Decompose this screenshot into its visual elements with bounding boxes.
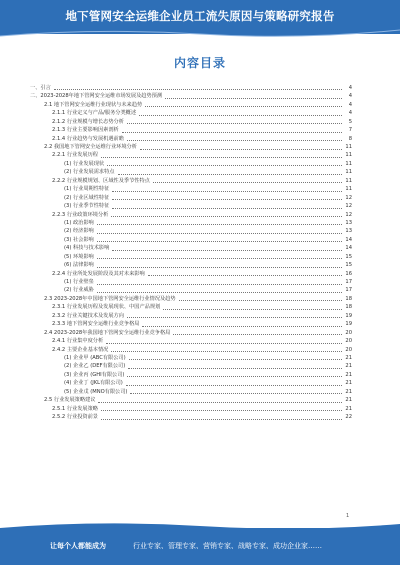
toc-entry[interactable]: [30, 295, 352, 303]
toc-entry[interactable]: [30, 346, 352, 354]
toc-entry-label: (2) 行业威胁: [64, 287, 94, 294]
toc-entry-page: 19: [345, 312, 352, 319]
toc-entry-page: 11: [345, 169, 352, 176]
toc-entry-page: 22: [345, 414, 352, 421]
toc-entry[interactable]: [30, 194, 352, 202]
toc-entry-page: 4: [348, 110, 352, 117]
toc-entry-label: 2.5 行业发展策略建议: [44, 397, 96, 404]
toc-entry-page: 11: [345, 160, 352, 167]
toc-entry[interactable]: [30, 278, 352, 286]
toc-entry[interactable]: [30, 354, 352, 362]
toc-entry[interactable]: [30, 227, 352, 235]
toc-entry-label: 2.4.2 主要企业基本情况: [52, 346, 109, 353]
toc-entry[interactable]: [30, 118, 352, 126]
toc-leader-dots: [127, 317, 342, 318]
toc-entry[interactable]: [30, 253, 352, 261]
toc-leader-dots: [54, 89, 342, 90]
toc-entry-label: 2.3.1 行业发展历程及发展现状、中国产品规划: [52, 304, 161, 311]
toc-entry[interactable]: [30, 135, 352, 143]
toc-entry-page: 5: [348, 118, 352, 125]
toc-entry-page: 7: [348, 127, 352, 134]
toc-entry-page: 20: [345, 346, 352, 353]
toc-entry[interactable]: [30, 379, 352, 387]
toc-entry[interactable]: [30, 219, 352, 227]
toc-leader-dots: [127, 376, 342, 377]
toc-entry[interactable]: [30, 168, 352, 176]
toc-entry-label: 2.2.1 行业发展历程: [52, 152, 98, 159]
toc-entry-label: (5) 环境影响: [64, 253, 94, 260]
toc-entry-label: 2.1.3 行业主要影响因素剖析: [52, 127, 119, 134]
toc-leader-dots: [163, 309, 342, 310]
toc-leader-dots: [179, 300, 342, 301]
toc-entry-page: 16: [345, 270, 352, 277]
toc-entry[interactable]: [30, 152, 352, 160]
toc-entry-page: 20: [345, 329, 352, 336]
toc-entry-page: 18: [345, 304, 352, 311]
toc-entry-page: 13: [345, 219, 352, 226]
toc-entry[interactable]: [30, 177, 352, 185]
toc-entry-label: 2.2.4 行业所处发展阶段及其对未来影响: [52, 270, 145, 277]
table-of-contents: [30, 84, 352, 422]
toc-entry[interactable]: [30, 211, 352, 219]
toc-entry[interactable]: [30, 109, 352, 117]
toc-entry[interactable]: [30, 185, 352, 193]
toc-entry[interactable]: [30, 337, 352, 345]
toc-entry-label: 2.2.3 行业政策环境分析: [52, 211, 109, 218]
toc-entry[interactable]: [30, 405, 352, 413]
toc-entry-label: 2.1.2 行业规模与增长态势分析: [52, 118, 124, 125]
toc-entry[interactable]: [30, 92, 352, 100]
header-wave-decoration: [0, 26, 400, 40]
toc-entry-page: 21: [345, 371, 352, 378]
toc-entry-label: 2.1 地下管网安全运维行业现状与未来趋势: [44, 101, 143, 108]
toc-entry-page: 19: [345, 321, 352, 328]
toc-leader-dots: [111, 351, 342, 352]
toc-entry[interactable]: [30, 320, 352, 328]
toc-entry-label: (6) 法律影响: [64, 262, 94, 269]
toc-entry-label: 2.1.1 行业定义与产品/服务分类概述: [52, 110, 137, 117]
toc-entry[interactable]: [30, 143, 352, 151]
toc-leader-dots: [97, 284, 342, 285]
toc-leader-dots: [98, 402, 342, 403]
toc-leader-dots: [97, 267, 342, 268]
toc-leader-dots: [97, 233, 342, 234]
toc-entry-label: 2.5.1 行业发展策略: [52, 405, 98, 412]
toc-entry[interactable]: [30, 126, 352, 134]
toc-entry-page: 17: [345, 279, 352, 286]
toc-entry[interactable]: [30, 413, 352, 421]
toc-entry-page: 12: [345, 203, 352, 210]
toc-entry-page: 11: [345, 186, 352, 193]
toc-entry[interactable]: [30, 329, 352, 337]
toc-leader-dots: [112, 250, 342, 251]
toc-entry-label: (1) 企业甲 (ABC有限公司): [64, 354, 126, 361]
toc-leader-dots: [101, 419, 342, 420]
toc-entry[interactable]: [30, 84, 352, 92]
toc-leader-dots: [127, 140, 342, 141]
toc-entry-page: 4: [348, 93, 352, 100]
toc-entry[interactable]: [30, 270, 352, 278]
toc-leader-dots: [97, 224, 342, 225]
toc-leader-dots: [130, 393, 342, 394]
toc-leader-dots: [139, 115, 342, 116]
toc-entry-page: 15: [345, 262, 352, 269]
toc-entry[interactable]: [30, 388, 352, 396]
toc-entry-page: 11: [345, 152, 352, 159]
toc-entry[interactable]: [30, 202, 352, 210]
toc-entry-page: 12: [345, 211, 352, 218]
toc-leader-dots: [101, 410, 342, 411]
toc-entry-page: 12: [345, 194, 352, 201]
toc-entry-page: 21: [345, 380, 352, 387]
toc-entry-page: 17: [345, 287, 352, 294]
toc-entry-label: 2.3.3 地下管网安全运维行业竞争格局: [52, 321, 140, 328]
page-number: 1: [346, 513, 350, 519]
toc-entry-page: 14: [345, 245, 352, 252]
toc-leader-dots: [142, 326, 342, 327]
toc-entry-page: 4: [348, 84, 352, 91]
toc-entry-label: (1) 行业周期性特征: [64, 186, 110, 193]
toc-leader-dots: [145, 106, 342, 107]
toc-entry-label: 2.4 2023-2028年我国地下管网安全运维行业竞争格局: [44, 329, 171, 336]
toc-leader-dots: [122, 132, 342, 133]
toc-entry-page: 11: [345, 144, 352, 151]
toc-entry-label: (1) 行业发展现状: [64, 160, 105, 167]
toc-leader-dots: [127, 123, 342, 124]
toc-entry-page: 21: [345, 363, 352, 370]
toc-entry[interactable]: [30, 236, 352, 244]
toc-entry-page: 8: [348, 135, 352, 142]
toc-entry-label: (2) 行业区域性特征: [64, 194, 110, 201]
toc-entry-label: (4) 科技与技术影响: [64, 245, 110, 252]
toc-leader-dots: [112, 199, 342, 200]
toc-leader-dots: [106, 343, 342, 344]
toc-entry-label: (1) 政治影响: [64, 219, 94, 226]
toc-leader-dots: [118, 174, 343, 175]
toc-entry[interactable]: [30, 371, 352, 379]
toc-entry-label: (4) 企业丁 (JKL有限公司): [64, 380, 123, 387]
toc-entry-label: 一、引言: [30, 84, 51, 91]
toc-entry-label: (5) 企业戊 (MNO有限公司): [64, 388, 128, 395]
footer-slogan-right: 行业专家、管理专家、营销专家、战略专家、成功企业家……: [133, 542, 322, 550]
toc-entry-page: 18: [345, 295, 352, 302]
toc-entry[interactable]: [30, 312, 352, 320]
toc-entry-label: (2) 经济影响: [64, 228, 94, 235]
toc-leader-dots: [97, 241, 342, 242]
toc-entry-page: 13: [345, 228, 352, 235]
toc-entry[interactable]: [30, 362, 352, 370]
toc-entry-label: (3) 社会影响: [64, 236, 94, 243]
toc-leader-dots: [97, 292, 342, 293]
toc-entry-page: 21: [345, 388, 352, 395]
toc-leader-dots: [112, 191, 342, 192]
toc-entry-label: 2.3 2023-2028年中国地下管网安全运维行业情况及趋势: [44, 295, 176, 302]
toc-leader-dots: [128, 368, 342, 369]
toc-entry-page: 15: [345, 253, 352, 260]
toc-leader-dots: [101, 157, 342, 158]
toc-entry-page: 20: [345, 338, 352, 345]
toc-leader-dots: [97, 258, 342, 259]
toc-entry-page: 21: [345, 405, 352, 412]
footer-slogan-left: 让每个人都能成为: [50, 542, 106, 550]
toc-entry-label: 2.2 我国地下管网安全运维行业环境分析: [44, 144, 137, 151]
toc-leader-dots: [112, 208, 342, 209]
toc-entry-label: 二、2023-2028年地下管网安全运维市场发展及趋势预测: [30, 93, 163, 100]
toc-leader-dots: [107, 165, 342, 166]
toc-entry-page: 11: [345, 177, 352, 184]
toc-entry-label: 2.4.1 行业集中度分析: [52, 338, 104, 345]
toc-leader-dots: [165, 98, 342, 99]
toc-leader-dots: [129, 359, 342, 360]
toc-leader-dots: [148, 275, 342, 276]
toc-entry-label: (2) 行业发展需求特点: [64, 169, 115, 176]
toc-entry[interactable]: [30, 396, 352, 404]
toc-entry-label: (1) 行业壁垒: [64, 279, 94, 286]
toc-entry[interactable]: [30, 244, 352, 252]
toc-entry-label: (3) 行业季节性特征: [64, 203, 110, 210]
toc-entry-label: 2.3.2 行业关键技术及发展方向: [52, 312, 124, 319]
toc-entry[interactable]: [30, 303, 352, 311]
toc-entry[interactable]: [30, 261, 352, 269]
toc-entry-label: (3) 企业丙 (GHI有限公司): [64, 371, 125, 378]
report-title: 地下管网安全运维企业员工流失原因与策略研究报告: [65, 9, 335, 23]
toc-entry[interactable]: [30, 101, 352, 109]
toc-leader-dots: [173, 334, 342, 335]
toc-leader-dots: [111, 216, 342, 217]
toc-leader-dots: [140, 149, 342, 150]
toc-title: 内容目录: [173, 56, 226, 70]
toc-entry-label: (2) 企业乙 (DEF有限公司): [64, 363, 126, 370]
toc-entry-label: 2.5.2 行业投资前景: [52, 414, 98, 421]
toc-entry-page: 21: [345, 397, 352, 404]
toc-entry[interactable]: [30, 160, 352, 168]
toc-leader-dots: [153, 182, 342, 183]
toc-entry-page: 21: [345, 354, 352, 361]
toc-entry-page: 14: [345, 236, 352, 243]
toc-entry[interactable]: [30, 287, 352, 295]
toc-entry-label: 2.2.2 行业规模规划、区域性及季节性特点: [52, 177, 150, 184]
toc-entry-page: 4: [348, 101, 352, 108]
toc-entry-label: 2.1.4 行业趋势与发展机遇前瞻: [52, 135, 124, 142]
toc-leader-dots: [126, 385, 342, 386]
